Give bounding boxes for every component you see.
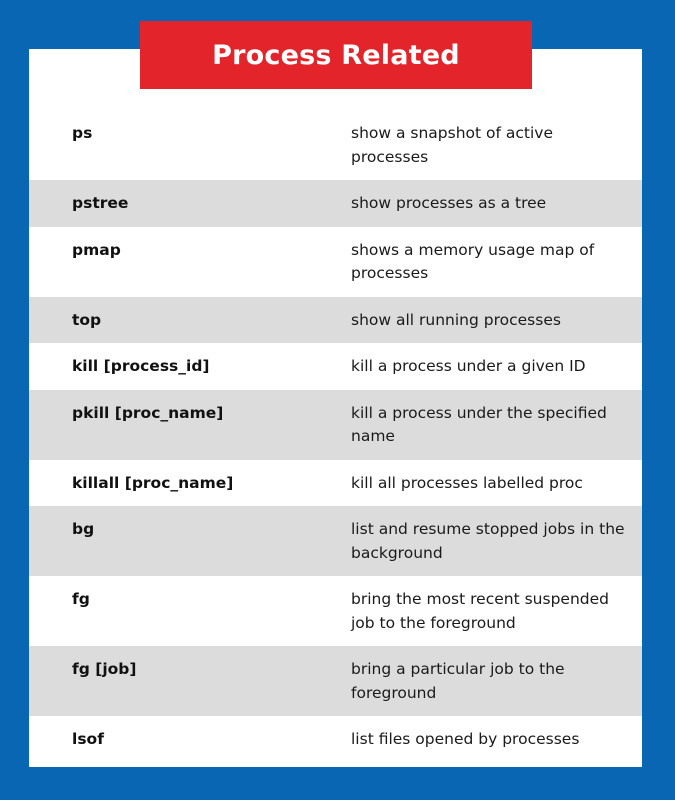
command-name: top bbox=[72, 310, 102, 329]
table-row bbox=[29, 343, 642, 390]
table-row bbox=[29, 110, 642, 180]
table-row bbox=[29, 297, 642, 344]
command-description: kill a process under a given ID bbox=[351, 357, 586, 375]
command-name: killall [proc_name] bbox=[72, 473, 234, 492]
table-row bbox=[29, 646, 642, 716]
table-row bbox=[29, 716, 642, 763]
command-name: fg bbox=[72, 590, 90, 608]
command-description: show a snapshot of active processes bbox=[351, 124, 554, 166]
command-name: fg [job] bbox=[72, 660, 137, 678]
table-row bbox=[29, 460, 642, 507]
command-description: bring a particular job to the foreground bbox=[351, 660, 565, 702]
title-banner bbox=[140, 21, 532, 89]
table-row bbox=[29, 227, 642, 297]
command-description: show processes as a tree bbox=[351, 194, 547, 212]
command-name: bg bbox=[72, 520, 95, 538]
command-card bbox=[29, 49, 642, 767]
command-name: kill [process_id] bbox=[72, 357, 210, 375]
command-description: list and resume stopped jobs in the background bbox=[351, 520, 625, 562]
command-description: shows a memory usage map of processes bbox=[351, 240, 595, 282]
page-title: Process Related bbox=[212, 39, 460, 71]
command-description: kill a process under the specified name bbox=[351, 403, 607, 445]
table-row bbox=[29, 390, 642, 460]
command-name: pkill [proc_name] bbox=[72, 403, 224, 422]
command-name: ps bbox=[72, 124, 93, 142]
command-description: list files opened by processes bbox=[351, 730, 580, 748]
command-name: lsof bbox=[72, 730, 104, 748]
command-description: show all running processes bbox=[351, 310, 561, 329]
command-name: pstree bbox=[72, 194, 129, 212]
table-row bbox=[29, 576, 642, 646]
table-row bbox=[29, 506, 642, 576]
command-description: kill all processes labelled proc bbox=[351, 473, 583, 492]
command-description: bring the most recent suspended job to the foreground bbox=[351, 590, 609, 632]
table-row bbox=[29, 180, 642, 227]
command-name: pmap bbox=[72, 240, 121, 259]
command-table bbox=[29, 110, 642, 763]
